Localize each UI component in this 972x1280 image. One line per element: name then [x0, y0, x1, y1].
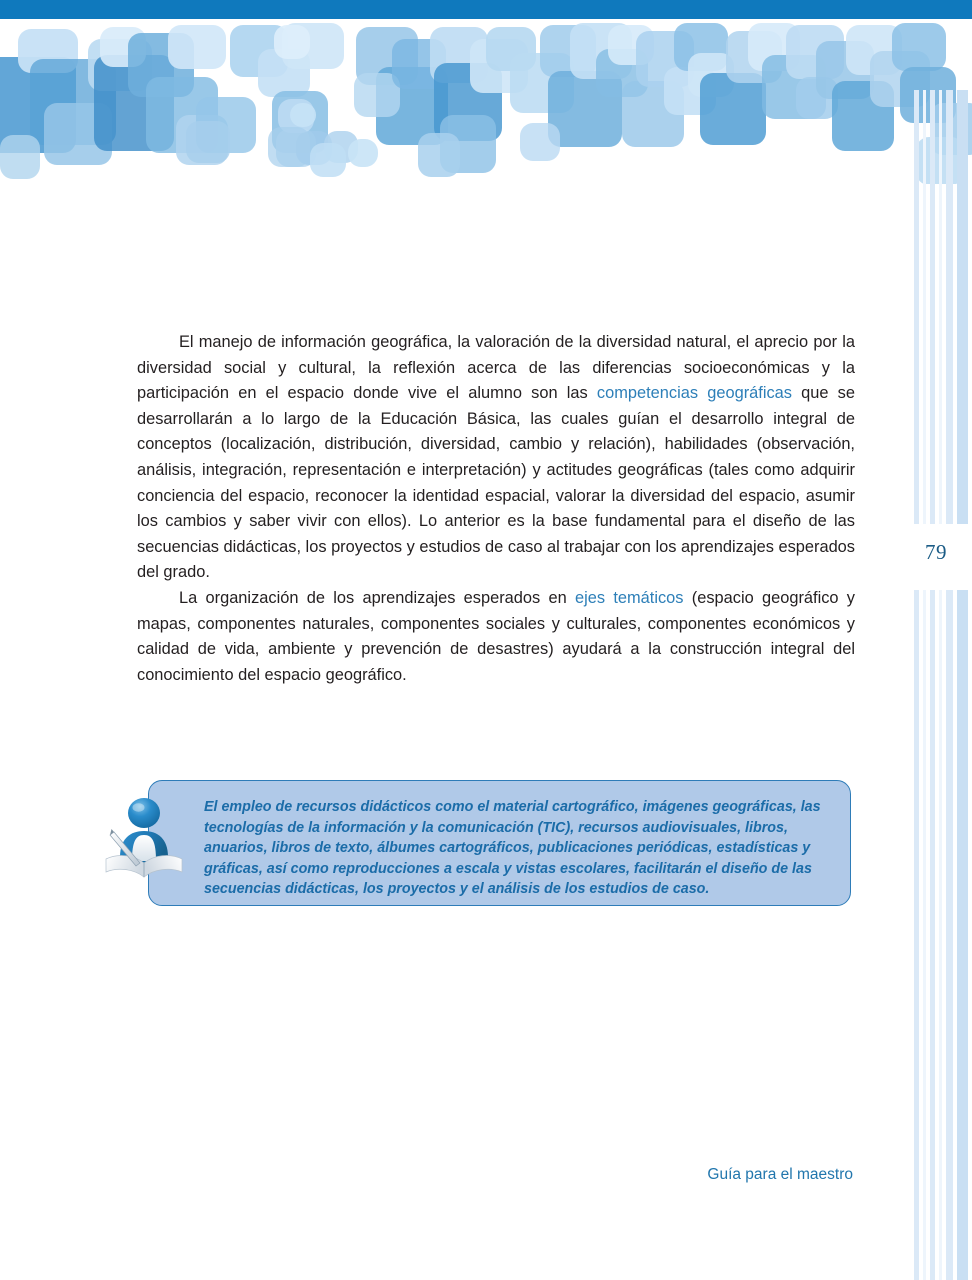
footer-label: Guía para el maestro — [707, 1166, 853, 1183]
paragraph-1 — [137, 330, 855, 586]
page-number: 79 — [925, 540, 947, 564]
right-edge-stripes — [908, 90, 972, 1280]
teacher-reading-book-icon — [100, 793, 188, 883]
paragraph-1-part-1: El manejo de información geográfica, la valoración de la diversidad natural, el aprecio por la diversidad social y cultural, la reflexión acerca de las diferencias socioeconómicas y la participación en el espacio donde vive el alumno son las — [137, 333, 855, 403]
top-blue-bar — [0, 0, 972, 19]
paragraph-2-part-1: La organización de los aprendizajes esperados en — [179, 588, 575, 607]
paragraph-1-part-2: que se desarrollarán a lo largo de la Educación Básica, las cuales guían el desarrollo integral de conceptos (localización, distribución, diversidad, cambio y relación), habilidades (observación, análisis, integración, representación e interpretación) y actitudes geográficas (tales como adquirir conciencia del espacio, reconocer la identidad espacial, valorar la diversidad del espacio, asumir los cambios y saber vivir con ellos). Lo anterior es la base fundamental para el diseño de las secuencias didácticas, los proyectos y estudios de caso al trabajar con los aprendizajes esperados del grado. — [137, 384, 855, 582]
header-decorative-squares — [0, 19, 972, 184]
paragraph-2 — [137, 586, 855, 688]
main-text-column — [137, 330, 855, 688]
callout-text: El empleo de recursos didácticos como el material cartográfico, imágenes geográficas, las tecnologías de la información y la comunicación (TIC), recursos audiovisuales, libros, anuarios, libros de texto, álbumes cartográficos, publicaciones periódicas, estadísticas y gráficas, así como reproducciones a escala y vistas escolares, facilitarán el diseño de las secuencias didácticas, los proyectos y el análisis de los estudios de caso. — [204, 799, 821, 898]
paragraph-2-part-2: (espacio geográfico y mapas, componentes naturales, componentes sociales y culturales, componentes económicos y calidad de vida, ambiente y prevención de desastres) ayudará a la construcción integral del conocimiento del espacio geográfico. — [137, 588, 855, 684]
paragraph-2-highlight: ejes temáticos — [575, 588, 684, 607]
callout-box — [148, 780, 851, 906]
paragraph-1-highlight: competencias geográficas — [596, 384, 792, 403]
